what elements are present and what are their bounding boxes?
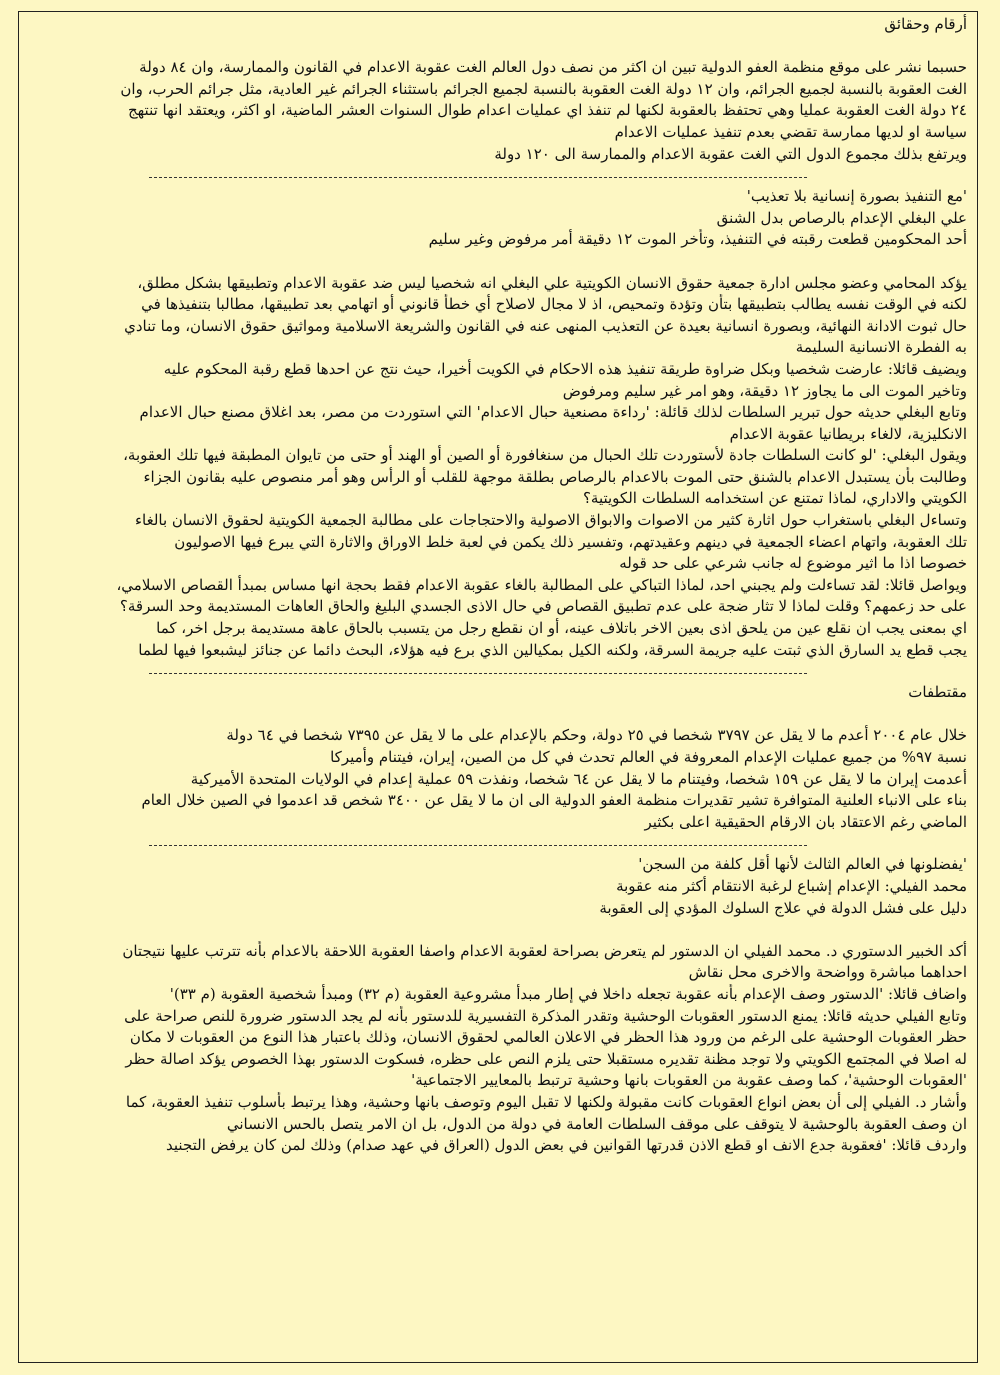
- subheading: أحد المحكومين قطعت رقبته في التنفيذ، وتأخر الموت ١٢ دقيقة أمر مرفوض وغير سليم: [428, 230, 967, 249]
- text-line: حظر العقوبات الوحشية على الرغم من ورود هذا الحظر في الاعلان العالمي لحقوق الانسان، وذلك باعتبار هذا النوع من العقوبات لا مكان: [129, 1028, 967, 1047]
- text-line: خلال عام ٢٠٠٤ أعدم ما لا يقل عن ٣٧٩٧ شخصا في ٢٥ دولة، وحكم بالإعدام على ما لا يقل عن ٧٣٩٥ شخصا في ٦٤ دولة: [226, 726, 967, 745]
- text-line: ان وصف العقوبة بالوحشية لا يتوقف على موقف السلطات العامة في دولة من الدول، بل ان الامر يتصل بالحس الانساني: [226, 1114, 967, 1133]
- text-line: على حد زعمهم؟ وقلت لماذا لا تثار ضجة على عدم تطبيق القصاص في حال الاذى الجسدي البليغ والحاق العاهات المستديمة وحد السرقة؟: [119, 597, 967, 616]
- text-line: ويضيف قائلا: عارضت شخصيا وبكل ضراوة طريقة تنفيذ هذه الاحكام في الكويت أخيرا، حيث نتج عن احدها قطع رقبة المحكوم عليه: [163, 359, 967, 378]
- text-line: الانكليزية، لالغاء بريطانيا عقوبة الاعدام: [729, 424, 967, 443]
- section-title: 'يفضلونها في العالم الثالث لأنها أقل كلفة من السجن': [638, 855, 967, 874]
- section-excerpts: [29, 682, 967, 833]
- dashed-divider: [149, 661, 807, 674]
- text-line: الماضي رغم الاعتقاد بان الارقام الحقيقية اعلى بكثير: [644, 812, 967, 831]
- text-line: ٢٤ دولة الغت العقوبة عمليا وهي تحتفظ بالعقوبة لكنها لم تنفذ اي عمليات اعدام طوال السنوات العشر الماضية، او اكثر، ويعتقد انها تنتهج: [127, 101, 967, 120]
- subheading: محمد الفيلي: الإعدام إشباع لرغبة الانتقام أكثر منه عقوبة: [616, 876, 967, 895]
- text-line: يؤكد المحامي وعضو مجلس ادارة جمعية حقوق الانسان الكويتية علي البغلي انه شخصيا ليس ضد عقوبة الاعدام وتطبيقها بشكل مطلق،: [137, 273, 967, 292]
- text-line: بناء على الانباء العلنية المتوافرة تشير تقديرات منظمة العفو الدولية الى ان ما لا يقل عن ٣٤٠٠ شخص قد اعدموا في الصين خلال العام: [141, 791, 967, 810]
- article-frame: [18, 11, 978, 1363]
- subheading: علي البغلي الإعدام بالرصاص بدل الشنق: [716, 208, 967, 227]
- text-line: الغت العقوبة بالنسبة لجميع الجرائم، وان ١٢ دولة الغت العقوبة بالنسبة لجميع الجرائم باستثناء الجرائم غير العادية، مثل جرائم الحرب، وان: [120, 79, 967, 98]
- dashed-divider: [149, 833, 807, 846]
- text-line: خصوصا اذا ما اثير موضوع له جانب شرعي على حد قوله: [619, 554, 967, 573]
- section-feeli: [29, 854, 967, 1156]
- text-line: تلك العقوبة، واتهام اعضاء الجمعية في دينهم وعقيدتهم، وتفسير ذلك يكمن في لعبة خلط الاوراق والاثارة التي يبرع فيها الاصوليون: [174, 532, 967, 551]
- text-line: حسبما نشر على موقع منظمة العفو الدولية تبين ان اكثر من نصف دول العالم الغت عقوبة الاعدام في القانون والممارسة، وان ٨٤ دولة: [139, 58, 967, 77]
- text-line: وتساءل البغلي باستغراب حول اثارة كثير من الاصوات والابواق الاصولية والاحتجاجات على مطالبة الجمعية الكويتية لحقوق الانسان بالغاء: [134, 511, 967, 530]
- text-line: احداهما مباشرة وواضحة والاخرى محل نقاش: [688, 963, 967, 982]
- text-line: ويرتفع بذلك مجموع الدول التي الغت عقوبة الاعدام والممارسة الى ١٢٠ دولة: [494, 144, 967, 163]
- text-line: اي بمعنى يجب ان نقلع عين من يلحق اذى بعين الاخر باتلاف عينه، أو ان نقطع رجل من يتسبب بالحاق عاهة مستديمة برجل اخر، كما: [156, 619, 967, 638]
- text-line: وتاخير الموت الى ما يجاوز ١٢ دقيقة، وهو امر غير سليم ومرفوض: [562, 381, 967, 400]
- section-baghli: [29, 186, 967, 661]
- text-line: أكد الخبير الدستوري د. محمد الفيلي ان الدستور لم يتعرض بصراحة لعقوبة الاعدام واصفا العقوبة اللاحقة بالاعدام بأنه تترتب عليها نتيجتان: [122, 941, 967, 960]
- text-line: واردف قائلا: 'فعقوبة جدع الانف او قطع الاذن قدرتها القوانين في بعض الدول (العراق في عهد صدام) وذلك لمن كان يرفض التجنيد: [166, 1136, 967, 1155]
- text-line: أعدمت إيران ما لا يقل عن ١٥٩ شخصا، وفيتنام ما لا يقل عن ٦٤ شخصا، ونفذت ٥٩ عملية إعدام في الولايات المتحدة الأميركية: [190, 769, 967, 788]
- text-line: 'العقوبات الوحشية'، كما وصف عقوبة من العقوبات بانها وحشية ترتبط بالمعايير الاجتماعية': [411, 1071, 967, 1090]
- text-line: الكويتي والاداري، لماذا تمتنع عن استخدامه السلطات الكويتية؟: [582, 489, 967, 508]
- text-line: وتابع البغلي حديثه حول تبرير السلطات لذلك قائلة: 'رداءة مصنعية حبال الاعدام' التي استوردت من مصر، بعد اغلاق مصنع حبال الاعدام: [139, 403, 967, 422]
- text-line: واضاف قائلا: 'الدستور وصف الإعدام بأنه عقوبة تجعله داخلا في إطار مبدأ مشروعية العقوبة (م ٣٢) ومبدأ شخصية العقوبة (م ٣٣)': [169, 984, 967, 1003]
- text-line: حال ثبوت الادانة النهائية، وبصورة انسانية بعيدة عن التعذيب المنهى عنه في القانون والشريعة الاسلامية ومواثيق حقوق الانسان، وما تنادي: [124, 316, 967, 335]
- text-line: ويواصل قائلا: لقد تساءلت ولم يجبني احد، لماذا التباكي على المطالبة بالغاء عقوبة الاعدام فقط بحجة انها مساس بمبدأ القصاص الاسلامي،: [116, 575, 967, 594]
- text-line: له اصلا في المجتمع الكويتي ولا توجد مظنة تقديره مستقبلا حتى يلزم النص على حظره، فسكوت الدستور بهذا الخصوص يؤكد اصالة حظر: [125, 1049, 967, 1068]
- text-line: وتابع الفيلي حديثه قائلا: يمنع الدستور العقوبات الوحشية وتقدر المذكرة التفسيرية للدستور بأنه لم يجد الدستور ضرورة للنص صراحة على: [124, 1006, 967, 1025]
- text-line: نسبة ٩٧% من جميع عمليات الإعدام المعروفة في العالم تحدث في كل من الصين، إيران، فيتنام وأميركا: [330, 748, 967, 766]
- text-line: ويقول البغلي: 'لو كانت السلطات جادة لأستوردت تلك الحبال من سنغافورة أو الصين أو الهند أو حتى من تايوان المطبقة فيها تلك العقوبة،: [123, 446, 967, 465]
- subheading: دليل على فشل الدولة في علاج السلوك المؤدي إلى العقوبة: [599, 898, 967, 917]
- text-line: لكنه في الوقت نفسه يطالب بتطبيقها بتأن وتؤدة وتمحيص، اذ لا مجال لاصلاح أي خطأ قانوني أو اتهامي بعد تطبيقها، مطالبا بتنفيذها في: [141, 295, 967, 314]
- dashed-divider: [149, 165, 807, 178]
- text-line: وأشار د. الفيلي إلى أن بعض انواع العقوبات كانت مقبولة ولكنها لا تقبل اليوم وتوصف بانها وحشية، وهذا يرتبط بأسلوب تنفيذ العقوبة، كما: [125, 1092, 967, 1111]
- text-line: سياسة او لديها ممارسة تقضي بعدم تنفيذ عمليات الاعدام: [614, 122, 967, 141]
- section-title: مقتطفات: [908, 683, 967, 702]
- text-line: وطالبت بأن يستبدل الاعدام بالشنق حتى الموت بالاعدام بالرصاص بطلقة موجهة للقلب أو الرأس وهو أمر منصوص عليه بقانون الجزاء: [143, 467, 967, 486]
- text-line: يجب قطع يد السارق الذي ثبتت عليه جريمة السرقة، ولكنه الكيل بمكيالين الذي برع فيه هؤلاء، البحث دائما عن جنائز ليشبعوا فيها لطما: [138, 640, 967, 659]
- section-title: 'مع التنفيذ بصورة إنسانية بلا تعذيب': [746, 187, 967, 206]
- text-line: به الفطرة الانسانية السليمة: [795, 338, 967, 357]
- section-title: أرقام وحقائق: [884, 15, 967, 33]
- section-facts: [29, 14, 967, 165]
